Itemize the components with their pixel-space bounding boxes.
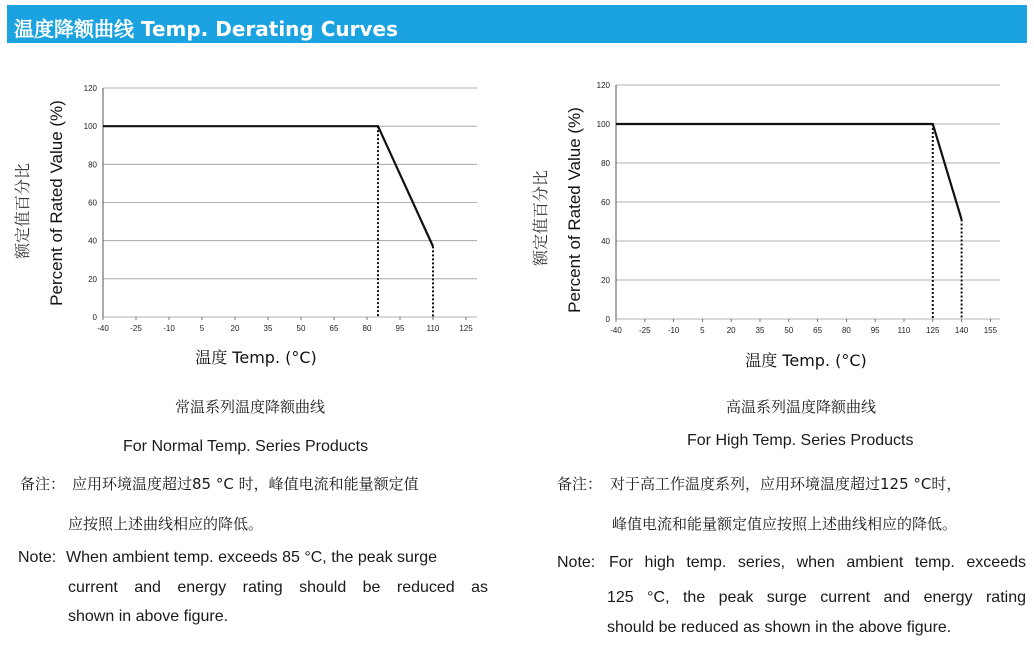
x-axis-label: 温度 Temp. (°C) [195, 348, 317, 367]
caption-zh-high: 高温系列温度降额曲线 [726, 398, 877, 416]
x-tick-label: 95 [395, 324, 405, 333]
x-tick-label: -40 [610, 326, 622, 335]
y-tick-label: 0 [92, 313, 97, 322]
note-zh-label-normal: 备注： [20, 475, 66, 493]
note-zh-label-high: 备注： [557, 475, 603, 493]
x-tick-label: 5 [700, 326, 705, 335]
x-tick-label: 35 [263, 324, 273, 333]
x-tick-label: 155 [983, 326, 998, 335]
x-tick-label: 35 [755, 326, 765, 335]
y-axis-label: Percent of Rated Value (%) [565, 107, 584, 313]
note-zh-line1-normal: 应用环境温度超过85 °C 时，峰值电流和能量额定值 [72, 475, 419, 493]
x-tick-label: -10 [163, 324, 175, 333]
note-en-line2-normal: current and energy rating should be reduced as [68, 579, 488, 596]
x-tick-label: 110 [897, 326, 911, 335]
derating-curve [103, 126, 433, 246]
x-tick-label: 125 [459, 324, 473, 333]
derating-curve [616, 124, 962, 220]
x-tick-label: 20 [230, 324, 240, 333]
page-header [7, 5, 1027, 43]
y-tick-label: 100 [83, 122, 97, 132]
y-tick-label: 20 [601, 276, 610, 285]
x-tick-label: 80 [841, 326, 851, 335]
y-tick-label: 120 [596, 81, 610, 90]
x-tick-label: 20 [726, 326, 736, 335]
x-tick-label: 65 [329, 324, 339, 333]
x-tick-label: 65 [813, 326, 823, 335]
x-tick-label: 80 [362, 324, 372, 333]
x-tick-label: 110 [426, 324, 440, 333]
x-tick-label: -25 [130, 324, 142, 333]
chart-normal-temp-svg [0, 60, 500, 380]
note-zh-line2-normal: 应按照上述曲线相应的降低。 [68, 515, 264, 533]
caption-zh-normal: 常温系列温度降额曲线 [175, 398, 326, 416]
x-tick-label: 50 [784, 326, 794, 335]
x-tick-label: 95 [870, 326, 880, 335]
note-en-label-high: Note: [557, 554, 596, 571]
note-en-line2-high: 125 °C, the peak surge current and energy rating [607, 589, 1026, 606]
y-tick-label: 120 [83, 84, 97, 93]
y-axis-label-zh: 额定值百分比 [531, 169, 550, 267]
page-title: 温度降额曲线 Temp. Derating Curves [14, 17, 398, 41]
caption-en-normal: For Normal Temp. Series Products [123, 438, 369, 455]
x-tick-label: -40 [97, 324, 109, 333]
note-zh-line1-high: 对于高工作温度系列，应用环境温度超过125 °C时， [610, 475, 962, 493]
y-tick-label: 20 [88, 274, 97, 284]
note-en-label-normal: Note: [18, 549, 57, 566]
caption-en-high: For High Temp. Series Products [687, 432, 914, 449]
chart-normal-temp [0, 60, 500, 380]
x-tick-label: -25 [639, 326, 651, 335]
y-tick-label: 40 [601, 237, 610, 246]
y-tick-label: 60 [601, 198, 610, 207]
y-tick-label: 80 [601, 159, 610, 168]
y-tick-label: 100 [596, 120, 610, 129]
y-axis-label-zh: 额定值百分比 [13, 162, 32, 260]
chart-high-temp-svg [517, 60, 1017, 380]
x-tick-label: 125 [926, 326, 940, 335]
x-tick-label: 140 [954, 326, 969, 335]
x-axis-label: 温度 Temp. (°C) [745, 351, 867, 370]
y-tick-label: 0 [605, 315, 610, 324]
note-zh-line2-high: 峰值电流和能量额定值应按照上述曲线相应的降低。 [612, 515, 958, 533]
x-tick-label: -10 [667, 326, 680, 335]
note-en-line3-high: should be reduced as shown in the above figure. [607, 619, 952, 636]
note-en-line1-normal: When ambient temp. exceeds 85 °C, the peak surge [66, 549, 438, 566]
chart-high-temp [517, 60, 1017, 380]
x-tick-label: 5 [199, 324, 205, 333]
y-tick-label: 80 [88, 160, 97, 170]
y-tick-label: 60 [88, 198, 97, 208]
y-tick-label: 40 [88, 236, 97, 246]
note-en-line3-normal: shown in above figure. [68, 608, 229, 625]
x-tick-label: 50 [296, 324, 306, 333]
note-en-line1-high: For high temp. series, when ambient temp. exceeds [609, 554, 1026, 571]
y-axis-label: Percent of Rated Value (%) [47, 100, 66, 306]
